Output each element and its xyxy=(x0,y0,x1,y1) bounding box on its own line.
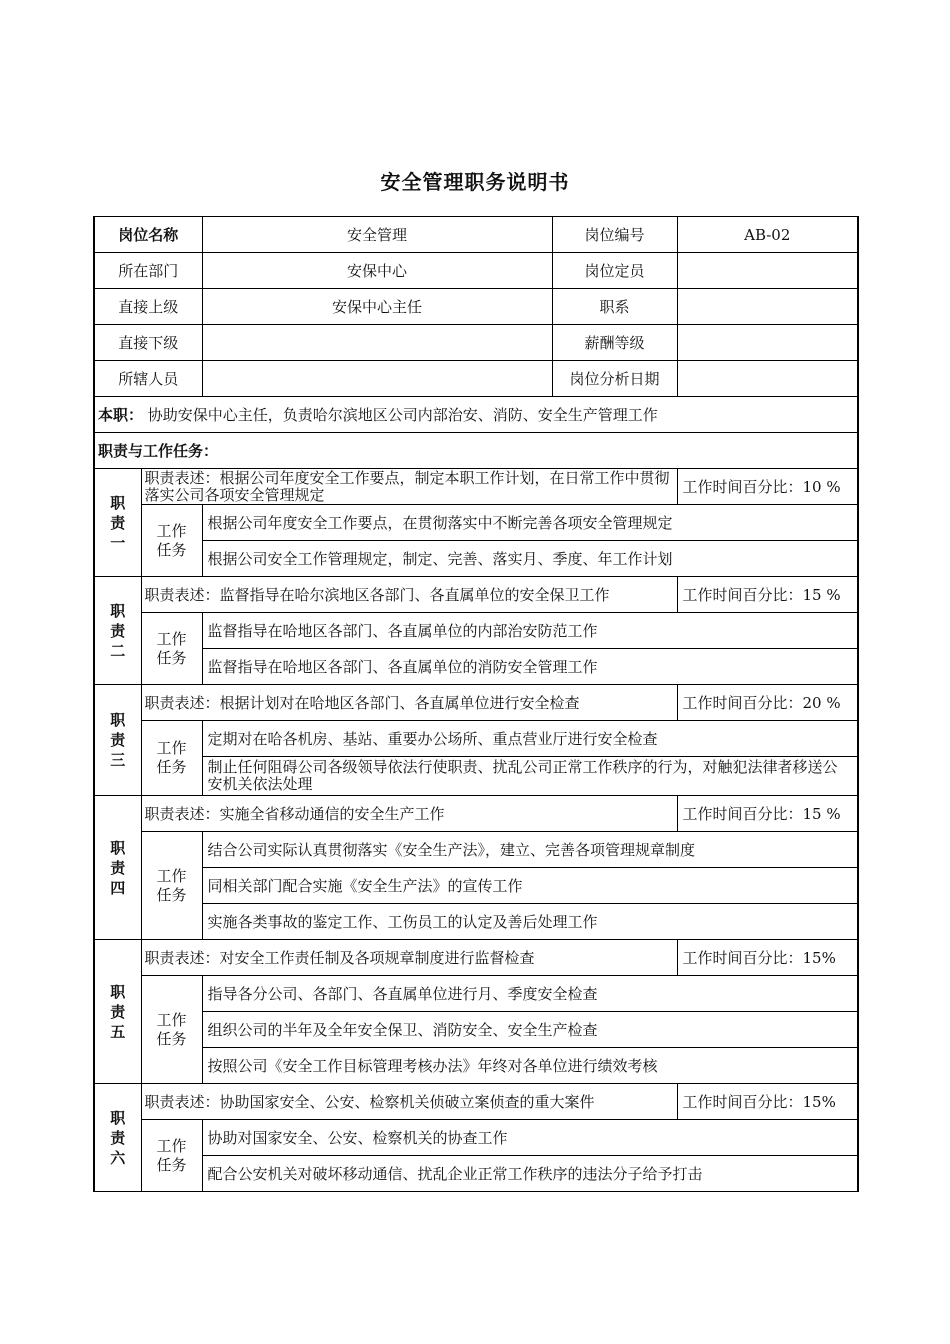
duty-5-desc-row xyxy=(94,940,858,976)
duty-1-task-1: 根据公司年度安全工作要点，在贯彻落实中不断完善各项安全管理规定 xyxy=(202,505,858,541)
duty-3-task-label: 工作 任务 xyxy=(141,721,202,796)
role-text: 协助安保中心主任，负责哈尔滨地区公司内部治安、消防、安全生产管理工作 xyxy=(147,406,658,424)
duty-3-task-row xyxy=(94,757,858,796)
job-description-table xyxy=(93,216,859,1192)
duty-1-task-row xyxy=(94,505,858,541)
duty-6-task-2: 配合公安机关对破坏移动通信、扰乱企业正常工作秩序的违法分子给予打击 xyxy=(202,1156,858,1192)
duty-3-task-2: 制止任何阻碍公司各级领导依法行使职责、扰乱公司正常工作秩序的行为，对触犯法律者移送公安机关依法处理 xyxy=(202,757,858,796)
duty-6-label: 职 责 六 xyxy=(94,1084,141,1192)
duty-5-task-2: 组织公司的半年及全年安全保卫、消防安全、安全生产检查 xyxy=(202,1012,858,1048)
duty-6-task-row xyxy=(94,1156,858,1192)
duty-2-task-label: 工作 任务 xyxy=(141,613,202,685)
duty-5-task-row xyxy=(94,1048,858,1084)
duty-1-task-label: 工作 任务 xyxy=(141,505,202,577)
duty-3-desc: 职责表述：根据计划对在哈地区各部门、各直属单位进行安全检查 xyxy=(141,685,677,721)
duty-5-task-label: 工作 任务 xyxy=(141,976,202,1084)
series-value xyxy=(677,289,858,325)
duty-3-task-1: 定期对在哈各机房、基站、重要办公场所、重点营业厅进行安全检查 xyxy=(202,721,858,757)
page-title: 安全管理职务说明书 xyxy=(380,170,570,194)
position-code-value: AB-02 xyxy=(677,217,858,253)
duty-2-task-1: 监督指导在哈地区各部门、各直属单位的内部治安防范工作 xyxy=(202,613,858,649)
duty-1-desc-row xyxy=(94,469,858,505)
duty-6-desc: 职责表述：协助国家安全、公安、检察机关侦破立案侦查的重大案件 xyxy=(141,1084,677,1120)
salary-value xyxy=(677,325,858,361)
duty-4-task-row xyxy=(94,868,858,904)
duties-heading-row xyxy=(94,433,858,469)
duty-4-task-2: 同相关部门配合实施《安全生产法》的宣传工作 xyxy=(202,868,858,904)
duty-1-task-2: 根据公司安全工作管理规定，制定、完善、落实月、季度、年工作计划 xyxy=(202,541,858,577)
duty-4-task-row xyxy=(94,904,858,940)
duty-6-pct: 工作时间百分比：15% xyxy=(677,1084,858,1120)
duty-5-task-3: 按照公司《安全工作目标管理考核办法》年终对各单位进行绩效考核 xyxy=(202,1048,858,1084)
subordinate-label: 直接下级 xyxy=(94,325,202,361)
duty-2-task-row xyxy=(94,649,858,685)
duty-1-task-row xyxy=(94,541,858,577)
duty-6-desc-row xyxy=(94,1084,858,1120)
superior-label: 直接上级 xyxy=(94,289,202,325)
duty-4-desc: 职责表述：实施全省移动通信的安全生产工作 xyxy=(141,796,677,832)
dept-label: 所在部门 xyxy=(94,253,202,289)
duty-2-task-row xyxy=(94,613,858,649)
duty-3-label: 职 责 三 xyxy=(94,685,141,796)
duty-1-desc: 职责表述：根据公司年度安全工作要点，制定本职工作计划，在日常工作中贯彻落实公司各项安全管理规定 xyxy=(141,469,677,505)
analysis-date-label: 岗位分析日期 xyxy=(552,361,677,397)
duty-4-desc-row xyxy=(94,796,858,832)
duty-3-pct: 工作时间百分比：20 % xyxy=(677,685,858,721)
duty-2-desc-row xyxy=(94,577,858,613)
duty-5-task-row xyxy=(94,976,858,1012)
position-code-label: 岗位编号 xyxy=(552,217,677,253)
duty-2-pct: 工作时间百分比：15 % xyxy=(677,577,858,613)
duty-4-task-row xyxy=(94,832,858,868)
header-row-1 xyxy=(94,217,858,253)
duty-2-label: 职 责 二 xyxy=(94,577,141,685)
role-label: 本职： xyxy=(98,406,144,424)
staff-value xyxy=(202,361,552,397)
duty-2-task-2: 监督指导在哈地区各部门、各直属单位的消防安全管理工作 xyxy=(202,649,858,685)
header-row-3 xyxy=(94,289,858,325)
duty-2-desc: 职责表述：监督指导在哈尔滨地区各部门、各直属单位的安全保卫工作 xyxy=(141,577,677,613)
salary-label: 薪酬等级 xyxy=(552,325,677,361)
duty-6-task-1: 协助对国家安全、公安、检察机关的协查工作 xyxy=(202,1120,858,1156)
subordinate-value xyxy=(202,325,552,361)
quota-label: 岗位定员 xyxy=(552,253,677,289)
superior-value: 安保中心主任 xyxy=(202,289,552,325)
duty-6-task-row xyxy=(94,1120,858,1156)
duty-4-task-3: 实施各类事故的鉴定工作、工伤员工的认定及善后处理工作 xyxy=(202,904,858,940)
position-name-label: 岗位名称 xyxy=(94,217,202,253)
duty-3-desc-row xyxy=(94,685,858,721)
duty-5-task-row xyxy=(94,1012,858,1048)
duty-5-desc: 职责表述：对安全工作责任制及各项规章制度进行监督检查 xyxy=(141,940,677,976)
header-row-5 xyxy=(94,361,858,397)
duty-5-label: 职 责 五 xyxy=(94,940,141,1084)
role-row xyxy=(94,397,858,433)
quota-value xyxy=(677,253,858,289)
duty-1-label: 职 责 一 xyxy=(94,469,141,577)
duty-5-task-1: 指导各分公司、各部门、各直属单位进行月、季度安全检查 xyxy=(202,976,858,1012)
dept-value: 安保中心 xyxy=(202,253,552,289)
duties-heading: 职责与工作任务： xyxy=(94,433,858,469)
series-label: 职系 xyxy=(552,289,677,325)
staff-label: 所辖人员 xyxy=(94,361,202,397)
duty-4-task-label: 工作 任务 xyxy=(141,832,202,940)
duty-4-pct: 工作时间百分比：15 % xyxy=(677,796,858,832)
header-row-4 xyxy=(94,325,858,361)
analysis-date-value xyxy=(677,361,858,397)
duty-4-label: 职 责 四 xyxy=(94,796,141,940)
duty-5-pct: 工作时间百分比：15% xyxy=(677,940,858,976)
duty-6-task-label: 工作 任务 xyxy=(141,1120,202,1192)
position-name-value: 安全管理 xyxy=(202,217,552,253)
duty-1-pct: 工作时间百分比：10 % xyxy=(677,469,858,505)
duty-4-task-1: 结合公司实际认真贯彻落实《安全生产法》，建立、完善各项管理规章制度 xyxy=(202,832,858,868)
header-row-2 xyxy=(94,253,858,289)
duty-3-task-row xyxy=(94,721,858,757)
